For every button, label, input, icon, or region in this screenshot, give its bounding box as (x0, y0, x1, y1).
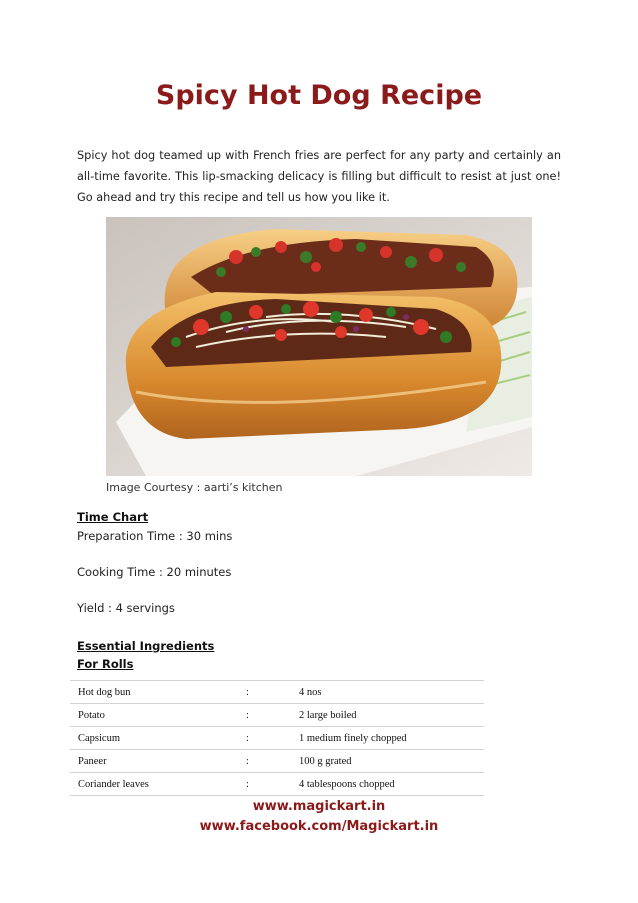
cooking-time: Cooking Time : 20 minutes (77, 565, 232, 579)
table-row (70, 773, 484, 796)
rolls-subheading: For Rolls (77, 657, 134, 671)
hot-dog-illustration (106, 217, 532, 476)
table-row (70, 704, 484, 727)
image-caption: Image Courtesy : aarti’s kitchen (106, 481, 283, 494)
ingredient-quantity: 1 medium finely chopped (291, 727, 484, 750)
ingredient-name: Paneer (70, 750, 238, 773)
intro-paragraph: Spicy hot dog teamed up with French fries are perfect for any party and certainly an all-time favorite. This lip-smacking delicacy is filling but difficult to resist at just one! Go ahead and try this recipe and tell us how you like it. (77, 149, 561, 204)
preparation-time: Preparation Time : 30 mins (77, 529, 233, 543)
ingredient-separator: : (238, 773, 291, 796)
ingredient-quantity: 100 g grated (291, 750, 484, 773)
ingredient-separator: : (238, 704, 291, 727)
ingredient-name: Capsicum (70, 727, 238, 750)
ingredient-separator: : (238, 727, 291, 750)
ingredients-table (70, 680, 484, 796)
footer-site-link[interactable]: www.magickart.in (252, 799, 386, 814)
ingredient-quantity: 4 nos (291, 681, 484, 704)
ingredient-name: Potato (70, 704, 238, 727)
hot-dog-photo (106, 217, 532, 476)
table-row (70, 681, 484, 704)
yield: Yield : 4 servings (77, 601, 175, 615)
ingredient-separator: : (238, 681, 291, 704)
ingredients-heading: Essential Ingredients (77, 639, 215, 653)
table-row (70, 750, 484, 773)
time-chart-heading: Time Chart (77, 510, 149, 524)
ingredient-name: Hot dog bun (70, 681, 238, 704)
ingredient-separator: : (238, 750, 291, 773)
ingredient-name: Coriander leaves (70, 773, 238, 796)
ingredient-quantity: 4 tablespoons chopped (291, 773, 484, 796)
ingredient-quantity: 2 large boiled (291, 704, 484, 727)
table-row (70, 727, 484, 750)
footer-facebook-link[interactable]: www.facebook.com/Magickart.in (199, 819, 439, 834)
page-title: Spicy Hot Dog Recipe (155, 80, 483, 111)
